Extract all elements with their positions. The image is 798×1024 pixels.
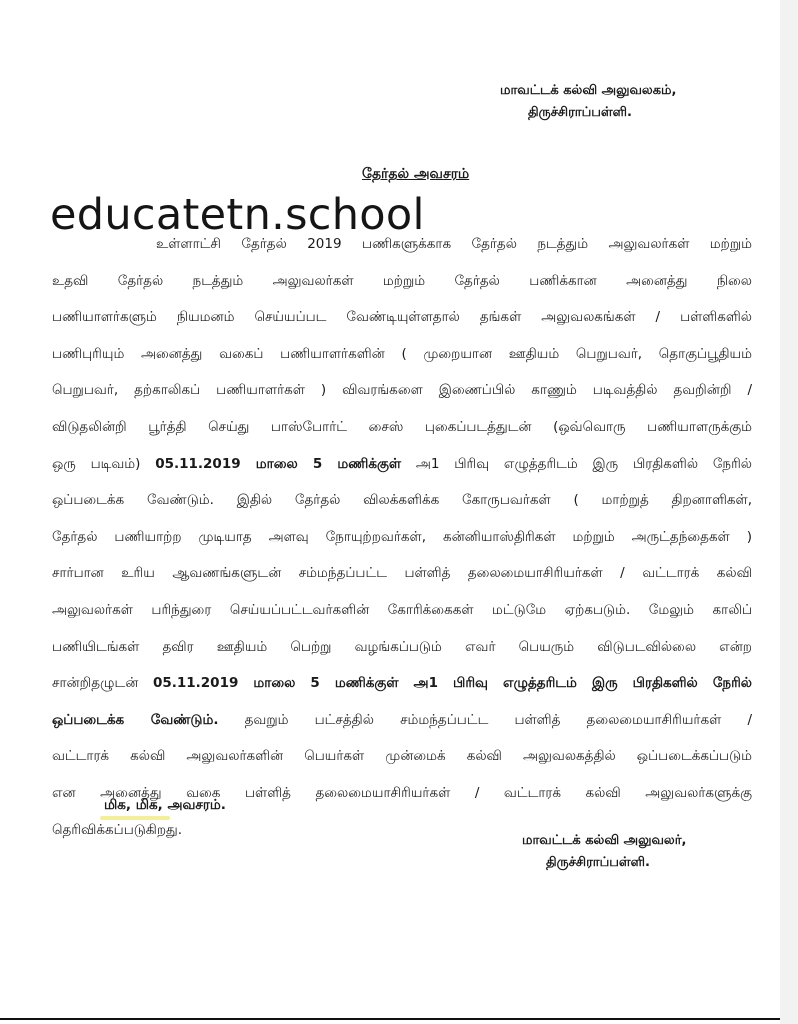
deadline-bold: ஒப்படைக்க வேண்டும்.: [52, 711, 219, 728]
body-line: என அனைத்து வகை பள்ளித் தலைமையாசிரியர்கள் / வட்டாரக் கல்வி அலுவலர்களுக்கு: [52, 784, 752, 801]
body-line: தேர்தல் பணியாற்ற முடியாத அளவு நோயுற்றவர்கள், கன்னியாஸ்திரிகள் மற்றும் அருட்தந்தைகள் ): [52, 528, 752, 545]
header-address: [500, 80, 676, 124]
deadline-bold: 05.11.2019 மாலை 5 மணிக்குள் அ1 பிரிவு எழுத்தரிடம் இரு பிரதிகளில் நேரில்: [152, 675, 752, 692]
body-line: உள்ளாட்சி தேர்தல் 2019 பணிகளுக்காக தேர்தல் நடத்தும் அலுவலர்கள் மற்றும்: [156, 236, 752, 252]
highlight-mark: [100, 816, 170, 820]
urgent-note: மிக, மிக, அவசரம்.: [104, 797, 226, 813]
body-line: பெறுபவர், தற்காலிகப் பணியாளர்கள் ) விவரங்களை இணைப்பில் காணும் படிவத்தில் தவறின்றி /: [52, 382, 752, 399]
body-line: வட்டாரக் கல்வி அலுவலர்களின் பெயர்கள் முன்மைக் கல்வி அலுவலகத்தில் ஒப்படைக்கப்படும்: [52, 748, 752, 765]
body-line: ஒப்படைக்க வேண்டும். இதில் தேர்தல் விலக்களிக்க கோருபவர்கள் ( மாற்றுத் திறனாளிகள்,: [52, 492, 752, 509]
body-text-span: ஒரு படிவம்): [52, 455, 141, 472]
signature-block: [522, 830, 686, 874]
bottom-border: [0, 1018, 780, 1020]
document-title: தேர்தல் அவசரம்: [362, 166, 470, 182]
body-line: சார்பான உரிய ஆவணங்களுடன் சம்மந்தப்பட்ட பள்ளித் தலைமையாசிரியர்கள் / வட்டாரக் கல்வி: [52, 565, 752, 582]
footer-city: திருச்சிராப்பள்ளி.: [546, 855, 650, 870]
body-text-span: சான்றிதழுடன்: [52, 675, 139, 692]
body-line: [52, 702, 752, 739]
header-city: திருச்சிராப்பள்ளி.: [528, 105, 632, 120]
body-text-span: அ1 பிரிவு எழுத்தரிடம் இரு பிரதிகளில் நேரில்: [415, 455, 752, 472]
deadline-bold: 05.11.2019 மாலை 5 மணிக்குள்: [155, 455, 402, 472]
body-text-span: தவறும் பட்சத்தில் சம்மந்தப்பட்ட பள்ளித் தலைமையாசிரியர்கள் /: [244, 711, 752, 728]
body-paragraph: [52, 226, 752, 848]
body-line: பணியிடங்கள் தவிர ஊதியம் பெற்று வழங்கப்படும் எவர் பெயரும் விடுபடவில்லை என்ற: [52, 638, 752, 655]
header-office: மாவட்டக் கல்வி அலுவலகம்,: [500, 83, 677, 98]
body-line: அலுவலர்கள் பரிந்துரை செய்யப்பட்டவர்களின் கோரிக்கைகள் மட்டுமே ஏற்கபடும். மேலும் காலிப்: [52, 601, 752, 618]
body-line: விடுதலின்றி பூர்த்தி செய்து பாஸ்போர்ட் சைஸ் புகைப்படத்துடன் (ஒவ்வொரு பணியாளருக்கும்: [52, 418, 752, 435]
watermark-text: educatetn.school: [50, 190, 425, 240]
body-line: பணிபுரியும் அனைத்து வகைப் பணியாளர்களின் ( முறையான ஊதியம் பெறுபவர், தொகுப்பூதியம்: [52, 345, 752, 362]
footer-officer: மாவட்டக் கல்வி அலுவலர்,: [522, 833, 687, 848]
body-line: [52, 446, 752, 483]
body-line: தெரிவிக்கப்படுகிறது.: [52, 821, 183, 838]
body-line: [52, 665, 752, 702]
body-line: பணியாளர்களும் நியமனம் செய்யப்பட வேண்டியுள்ளதால் தங்கள் அலுவலகங்கள் / பள்ளிகளில்: [52, 309, 752, 326]
body-line: உதவி தேர்தல் நடத்தும் அலுவலர்கள் மற்றும் தேர்தல் பணிக்கான அனைத்து நிலை: [52, 272, 752, 289]
page-edge-strip: [780, 0, 798, 1024]
